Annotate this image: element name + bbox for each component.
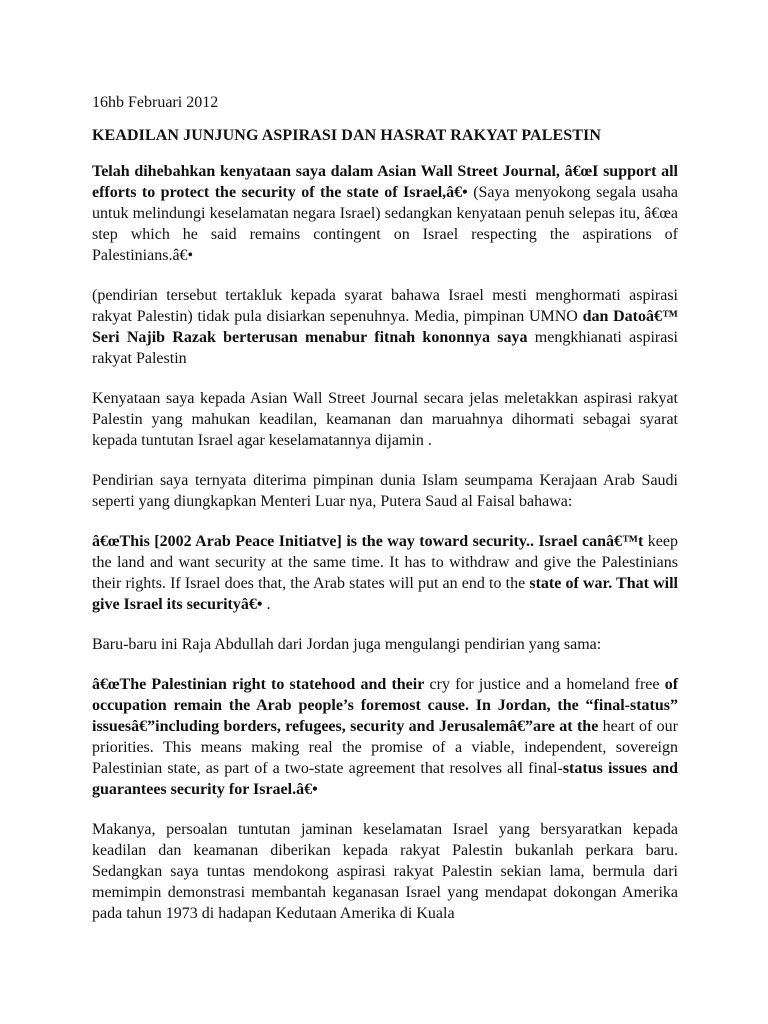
paragraph-6: Baru-baru ini Raja Abdullah dari Jordan juga mengulangi pendirian yang sama: [92, 636, 602, 653]
paragraph-5-tail: . [262, 596, 271, 613]
paragraph-5-text: keep the land and want security at the same time. It has to withdraw and give the Palestinians their rights. If Israel does that, the Arab states will put an end to the [92, 533, 678, 592]
document-title: KEADILAN JUNJUNG ASPIRASI DAN HASRAT RAKYAT PALESTIN [92, 127, 601, 144]
paragraph-5-bold-b: state of war. That will give Israel its securityâ€• [92, 575, 679, 613]
paragraph-2-text-b: mengkhianati aspirasi rakyat Palestin [92, 329, 678, 367]
paragraph-5-quote [92, 531, 678, 615]
paragraph-2-text-a: (pendirian tersebut tertakluk kepada syarat bahawa Israel mesti menghormati aspirasi rakyat Palestin) tidak pula disiarkan sepenuhnya. Media, pimpinan UMNO [92, 287, 678, 325]
paragraph-7-text-b: heart of our priorities. This means making real the promise of a viable, independent, sovereign Palestinian state, as part of a two-state agreement that resolves all final- [92, 718, 679, 777]
paragraph-8: Makanya, persoalan tuntutan jaminan keselamatan Israel yang bersyaratkan kepada keadilan dan keamanan diberikan kepada rakyat Palestin bukanlah perkara baru. Sedangkan saya tuntas mendokong aspirasi rakyat Palestin sekian lama, bermula dari memimpin demonstrasi membantah keganasan Israel yang mendapat dokongan Amerika pada tahun 1973 di hadapan Kedutaan Amerika di Kuala [92, 821, 678, 922]
paragraph-1-text: (Saya menyokong segala usaha untuk melindungi keselamatan negara Israel) sedangkan kenyataan penuh selepas itu, â€œa step which he said remains contingent on Israel respecting the aspirations of Palestinians.â€• [92, 184, 678, 264]
paragraph-7-bold-a: â€œThe Palestinian right to statehood and their [92, 676, 425, 693]
paragraph-4: Pendirian saya ternyata diterima pimpinan dunia Islam seumpama Kerajaan Arab Saudi seperti yang diungkapkan Menteri Luar nya, Putera Saud al Faisal bahawa: [92, 472, 678, 510]
paragraph-7-text-a: cry for justice and a homeland free [424, 676, 665, 693]
document-page [92, 92, 678, 943]
paragraph-2 [92, 285, 678, 369]
paragraph-2-bold: dan Datoâ€™ Seri Najib Razak berterusan menabur fitnah kononnya saya [92, 308, 678, 346]
paragraph-5-bold-a: â€œThis [2002 Arab Peace Initiatve] is the way toward security.. Israel canâ€™t [92, 533, 644, 550]
paragraph-7-bold-c: status issues and guarantees security for Israel.â€• [92, 760, 678, 798]
paragraph-7-quote [92, 674, 678, 800]
paragraph-7-bold-b: of occupation remain the Arab people’s foremost cause. In Jordan, the “final-status” issuesâ€”including borders, refugees, security and Jerusalemâ€”are at the [92, 676, 679, 735]
paragraph-1 [92, 161, 678, 266]
paragraph-1-bold: Telah dihebahkan kenyataan saya dalam Asian Wall Street Journal, â€œI support all efforts to protect the security of the state of Israel,â€• [92, 163, 678, 201]
document-date: 16hb Februari 2012 [92, 94, 219, 111]
paragraph-3: Kenyataan saya kepada Asian Wall Street Journal secara jelas meletakkan aspirasi rakyat Palestin yang mahukan keadilan, keamanan dan maruahnya dihormati sebagai syarat kepada tuntutan Israel agar keselamatannya dijamin . [92, 390, 678, 449]
